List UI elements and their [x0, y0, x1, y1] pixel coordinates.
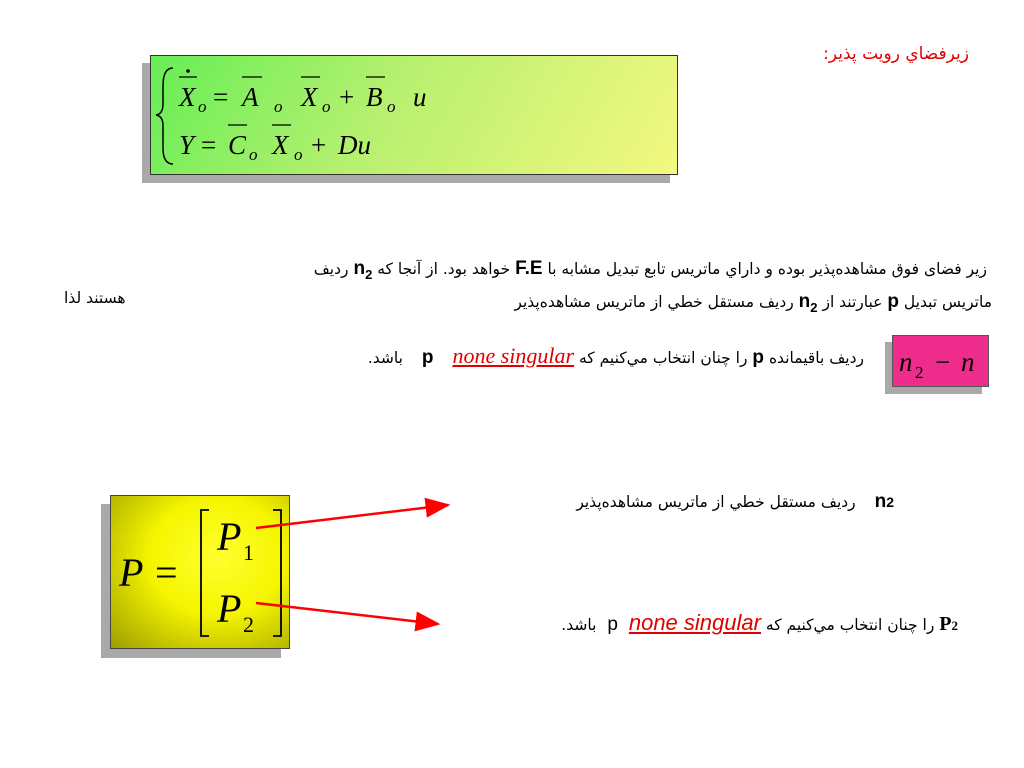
- svg-text:o: o: [274, 97, 283, 116]
- paragraph-1-line2: هستند لذا: [64, 289, 126, 307]
- none-singular-label: none singular: [452, 343, 575, 368]
- svg-text:=: =: [213, 82, 229, 112]
- a-symbol: A: [242, 82, 259, 112]
- svg-text:−: −: [935, 347, 951, 377]
- svg-text:Du: Du: [338, 130, 371, 160]
- svg-text:=: =: [155, 550, 178, 595]
- remaining-rows-text: رديف باقيمانده p را چنان انتخاب مي‌كنيم كه p none singular باشد.: [367, 343, 864, 368]
- svg-text:u: u: [413, 82, 427, 112]
- svg-text:o: o: [294, 145, 303, 164]
- paragraph-2: ماتريس تبديل p عبارتند از $n_2$ رديف مستقل خطي از ماتريس مشاهده‌پذير: [514, 291, 992, 315]
- svg-text:P: P: [119, 550, 144, 595]
- xo-dot-symbol: X: [179, 82, 196, 112]
- xo-symbol: X: [301, 82, 318, 112]
- svg-text:2: 2: [243, 612, 254, 637]
- p1-description: n2 رديف مستقل خطي از ماتريس مشاهده‌پذير: [576, 491, 894, 512]
- p2-symbol: P: [217, 586, 242, 631]
- svg-text:2: 2: [915, 363, 924, 382]
- p2-description: P2 را چنان انتخاب مي‌كنيم كه p none singular باشد.: [561, 610, 958, 635]
- svg-text:+: +: [311, 130, 327, 160]
- svg-text:o: o: [387, 97, 396, 116]
- svg-text:=: =: [201, 130, 217, 160]
- svg-text:o: o: [198, 97, 207, 116]
- arrow-p1: [256, 505, 448, 528]
- svg-text:1: 1: [243, 540, 254, 565]
- fe-label: F.E: [515, 258, 543, 279]
- svg-text:X: X: [272, 130, 289, 160]
- p1-symbol: P: [217, 514, 242, 559]
- svg-text:+: +: [339, 82, 355, 112]
- b-symbol: B: [366, 82, 383, 112]
- slide-title: زيرفضاي رويت پذير:: [823, 44, 969, 64]
- arrow-p2: [256, 603, 438, 624]
- svg-text:o: o: [322, 97, 331, 116]
- none-singular-label-2: none singular: [628, 610, 761, 635]
- c-symbol: C: [228, 130, 247, 160]
- svg-text:n: n: [899, 347, 913, 377]
- svg-text:o: o: [249, 145, 258, 164]
- svg-text:Y: Y: [179, 130, 195, 160]
- paragraph-1: زير فضای فوق مشاهده‌پذير بوده و داراي ماتريس تابع تبديل مشابه با F.E خواهد بود. از آنجا كه $n_2$ رديف: [313, 258, 987, 282]
- svg-text:n: n: [961, 347, 975, 377]
